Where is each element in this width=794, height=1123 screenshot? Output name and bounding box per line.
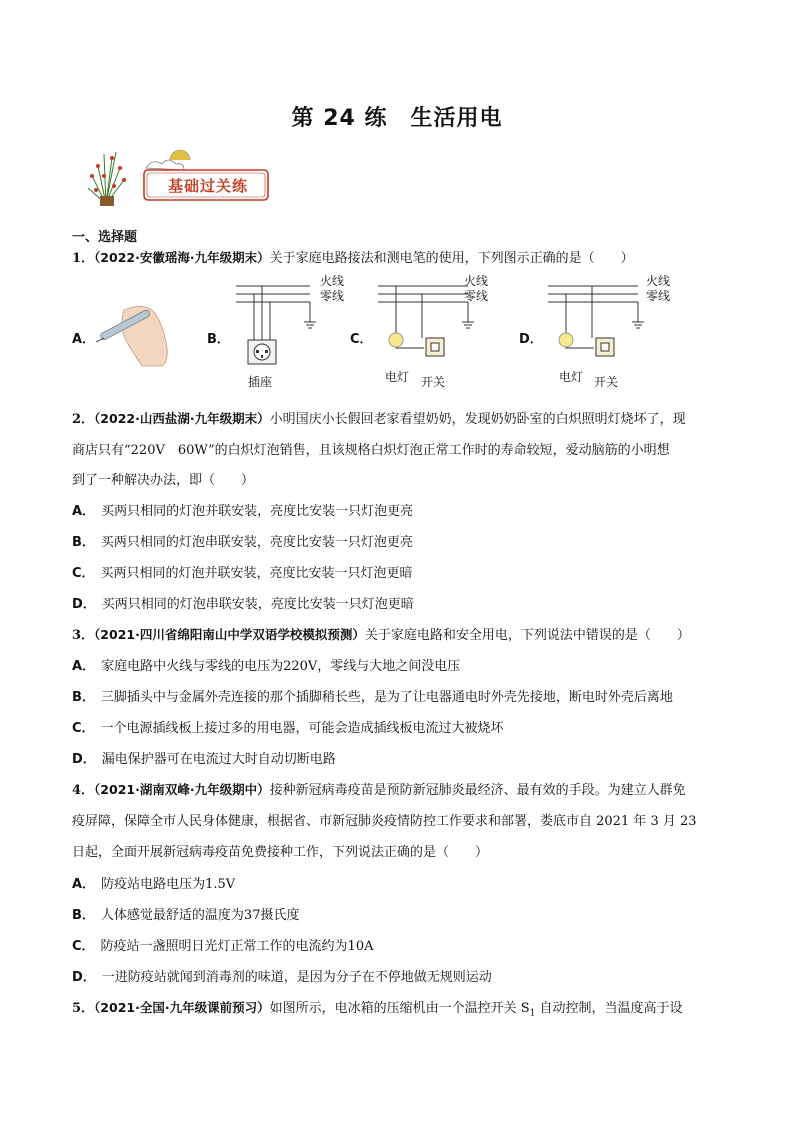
q3-option-d: D． 漏电保护器可在电流过大时自动切断电路 <box>72 752 336 767</box>
question-3: 3．（2021·四川省绵阳南山中学双语学校模拟预测）关于家庭电路和安全用电，下列说法中错误的是（ ） <box>72 627 690 643</box>
question-2: 2．（2022·山西盐湖·九年级期末）小明国庆小长假回老家看望奶奶，发现奶奶卧室的白炽照明灯烧坏了，现 <box>72 411 686 427</box>
question-4-line-3: 日起，全面开展新冠病毒疫苗免费接种工作，下列说法正确的是（ ） <box>72 845 489 860</box>
option-d-label: D． <box>519 332 543 347</box>
q2-option-b: B． 买两只相同的灯泡串联安装，亮度比安装一只灯泡更亮 <box>72 535 413 550</box>
page-title: 第 24 练 生活用电 <box>291 106 503 131</box>
option-c-label: C． <box>350 332 373 347</box>
q3-option-a: A． 家庭电路中火线与零线的电压为220V，零线与大地之间没电压 <box>72 659 461 674</box>
lamp-caption-c: 电灯 <box>385 370 410 384</box>
q4-option-a: A． 防疫站电路电压为1.5V <box>72 877 236 892</box>
section-banner <box>84 146 274 208</box>
lamp-caption-d: 电灯 <box>559 370 584 384</box>
circuit-d-diagram <box>542 278 652 368</box>
q4-option-d: D． 一进防疫站就闻到消毒剂的味道，是因为分子在不停地做无规则运动 <box>72 970 492 985</box>
question-2-line-3: 到了一种解决办法，即（ ） <box>72 473 255 488</box>
question-4: 4．（2021·湖南双峰·九年级期中）接种新冠病毒疫苗是预防新冠肺炎最经济、最有效的手段。为建立人群免 <box>72 782 686 798</box>
question-4-line-2: 疫屏障，保障全市人民身体健康，根据省、市新冠肺炎疫情防控工作要求和部署，娄底市自 2021 年 3 月 23 <box>72 814 697 829</box>
switch-caption-c: 开关 <box>421 375 446 389</box>
question-2-line-2: 商店只有“220V 60W”的白炽灯泡销售，且该规格白炽灯泡正常工作时的寿命较短，爱动脑筋的小明想 <box>72 443 670 458</box>
socket-caption: 插座 <box>248 375 273 389</box>
option-a-label: A． <box>72 332 96 347</box>
q2-option-d: D． 买两只相同的灯泡串联安装，亮度比安装一只灯泡更暗 <box>72 597 414 612</box>
q3-option-b: B． 三脚插头中与金属外壳连接的那个插脚稍长些，是为了让电器通电时外壳先接地，断电时外壳后离地 <box>72 690 673 705</box>
q2-option-c: C． 买两只相同的灯泡并联安装，亮度比安装一只灯泡更暗 <box>72 566 413 581</box>
banner-label: 基础过关练 <box>167 177 248 195</box>
switch-caption-d: 开关 <box>594 375 619 389</box>
q3-option-c: C． 一个电源插线板上接过多的用电器，可能会造成插线板电流过大被烧坏 <box>72 721 504 736</box>
question-5: 5．（2021·全国·九年级课前预习）如图所示，电冰箱的压缩机由一个温控开关 $S_1$ 自动控制，当温度高于设 <box>72 1000 683 1019</box>
question-1: 1．（2022·安徽瑶海·九年级期末）关于家庭电路接法和测电笔的使用，下列图示正确的是（ ） <box>72 250 634 266</box>
section-heading: 一、选择题 <box>72 230 138 245</box>
q4-option-b: B． 人体感觉最舒适的温度为37摄氏度 <box>72 908 300 923</box>
q2-option-a: A． 买两只相同的灯泡并联安装，亮度比安装一只灯泡更亮 <box>72 504 414 519</box>
question-1-figures: A． B． 火线 零线 插座 C． 火线 零线 电灯 开关 D． 火线 零线 电灯 开关 <box>72 274 671 389</box>
q4-option-c: C． 防疫站一盏照明日光灯正常工作的电流约为10A <box>72 939 374 954</box>
test-pencil-hand-icon <box>94 280 174 370</box>
option-b-label: B． <box>207 332 230 347</box>
sun-cloud-icon <box>146 150 190 170</box>
